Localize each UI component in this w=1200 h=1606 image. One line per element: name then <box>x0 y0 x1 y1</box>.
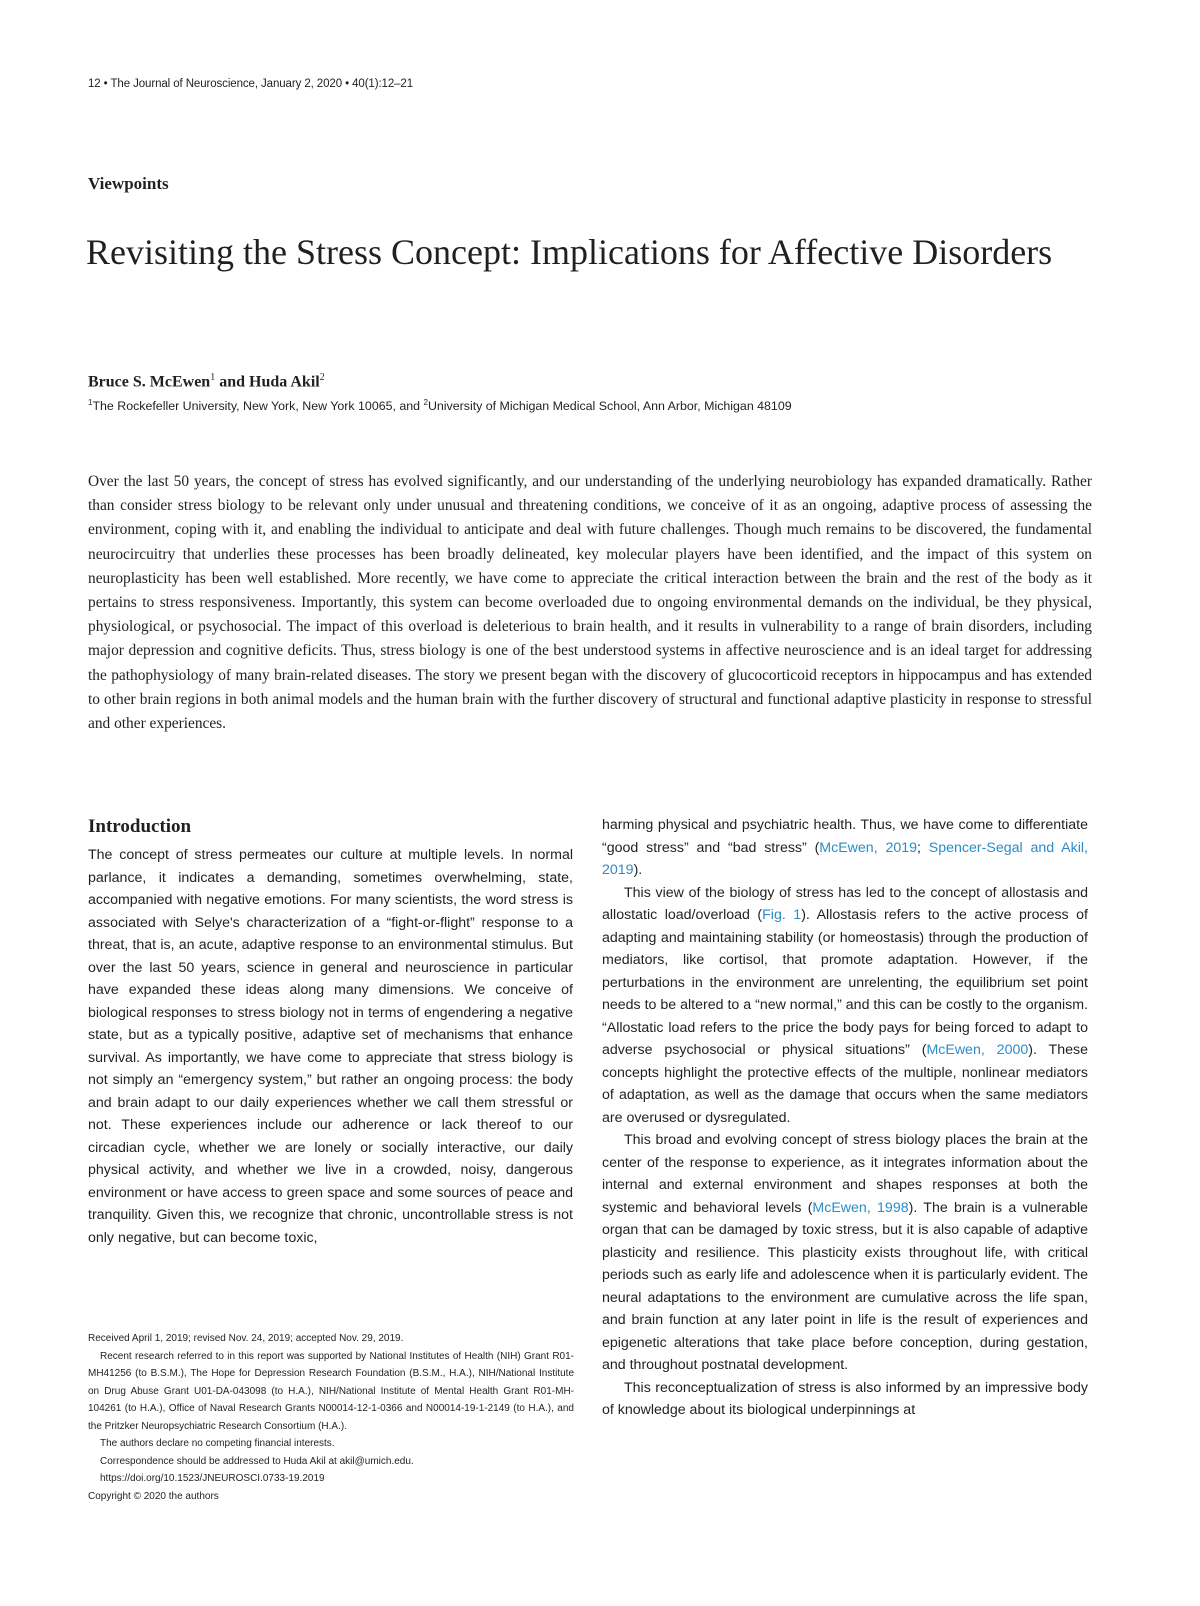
right-column <box>602 814 1088 1422</box>
article-title: Revisiting the Stress Concept: Implications for Affective Disorders <box>86 232 1053 272</box>
citation-link[interactable]: McEwen, 2019 <box>819 839 918 856</box>
funding-note: Recent research referred to in this report was supported by National Institutes of Health (NIH) Grant R01-MH41256 (to B.S.M.), The Hope for Depression Research Foundation (B.S.M., H.A.), NIH/National Institute on Drug Abuse Grant U01-DA-043098 (to H.A.), NIH/National Institute of Mental Health Grant R01-MH-104261 (to H.A.), Office of Naval Research Grants N00014-12-1-0366 and N00014-19-1-2149 (to H.A.), and the Pritzker Neuropsychiatric Research Consortium (H.A.). <box>88 1350 574 1432</box>
affiliations <box>88 398 1108 413</box>
left-column <box>88 812 573 1249</box>
citation-link[interactable]: McEwen, 1998 <box>812 1199 909 1216</box>
body-paragraph: This reconceptualization of stress is also informed by an impressive body of knowledge about its biological underpinnings at <box>602 1379 1088 1418</box>
author-affiliation-mark: 2 <box>319 372 325 383</box>
paragraph-text: ). These concepts highlight the protective effects of the multiple, nonlinear mediators of adaptation, as well as the damage that occurs when the same mediators are overused or dysregulated. <box>602 1042 1088 1126</box>
body-paragraph: The concept of stress permeates our culture at multiple levels. In normal parlance, it indicates a demanding, sometimes overwhelming, state, accompanied with negative emotions. For many scientists, the word stress is associated with Selye's characterization of a “fight-or-flight” response to a threat, that is, an acute, adaptive response to an environmental stimulus. But over the last 50 years, science in general and neuroscience in particular have expanded these ideas along many dimensions. We conceive of biological responses to stress biology not in terms of engendering a negative state, but as a typically positive, adaptive set of mechanisms that enhance survival. As importantly, we have come to appreciate that stress biology is not simply an “emergency system,” but rather an ongoing process: the body and brain adapt to our daily experiences whether we call them stressful or not. These experiences include our adherence or lack thereof to our circadian cycle, whether we are lonely or socially interactive, our daily physical activity, and whether we live in a crowded, noisy, dangerous environment or have access to green space and some sources of peace and tranquility. Given this, we recognize that chronic, uncontrollable stress is not only negative, but can become toxic, <box>88 847 573 1246</box>
paragraph-text: This broad and evolving concept of stress biology places the brain at the center of the response to experience, as it integrates information about the internal and external environment and shapes responses at both the systemic and behavioral levels ( <box>602 1132 1088 1216</box>
affiliation-mark: 2 <box>423 398 428 407</box>
author-name: Huda Akil <box>249 373 320 391</box>
paragraph-text: ). Allostasis refers to the active process of adapting and maintaining stability (or homeostasis) through the production of mediators, like cortisol, that promote adaptation. However, if the perturbations in the environment are unrelenting, the equilibrium set point needs to be altered to a “new normal,” and this can be costly to the organism. “Allostatic load refers to the price the body pays for being forced to adapt to adverse psychosocial or physical situations” ( <box>602 907 1088 1058</box>
competing-interests-note: The authors declare no competing financial interests. <box>100 1438 335 1449</box>
author-list <box>88 372 325 391</box>
paragraph-text: This view of the biology of stress has led to the concept of allostasis and allostatic load/overload ( <box>602 884 1088 923</box>
affiliation-text: The Rockefeller University, New York, New York 10065, and <box>92 399 424 414</box>
paragraph-text: ). <box>633 862 643 878</box>
section-label: Viewpoints <box>88 174 169 193</box>
affiliation-mark: 1 <box>88 398 93 407</box>
author-affiliation-mark: 1 <box>210 372 216 383</box>
paragraph-text: ; <box>917 839 929 856</box>
section-heading: Introduction <box>88 816 192 837</box>
figure-link[interactable]: Fig. 1 <box>762 907 802 923</box>
footnotes <box>88 1330 574 1505</box>
author-conjunction: and <box>215 373 249 391</box>
paragraph-text: ). The brain is a vulnerable organ that can be damaged by toxic stress, but it is also capable of adaptive plasticity and resilience. This plasticity exists throughout life, with critical periods such as early life and adolescence when it is particularly evident. The neural adaptations to the environment are cumulative across the life span, and brain function at any later point in life is the result of experiences and epigenetic alterations that take place before conception, during gestation, and throughout postnatal development. <box>602 1199 1088 1373</box>
running-head: 12 • The Journal of Neuroscience, January 2, 2020 • 40(1):12–21 <box>88 78 414 90</box>
received-dates: Received April 1, 2019; revised Nov. 24, 2019; accepted Nov. 29, 2019. <box>88 1333 404 1344</box>
doi-link[interactable]: https://doi.org/10.1523/JNEUROSCI.0733-19.2019 <box>100 1473 325 1484</box>
citation-link[interactable]: Spencer-Segal and Akil, 2019 <box>602 839 1088 878</box>
citation-link[interactable]: McEwen, 2000 <box>926 1042 1029 1058</box>
paragraph-text: harming physical and psychiatric health. Thus, we have come to differentiate “good stress” and “bad stress” ( <box>602 817 1088 856</box>
copyright-note: Copyright © 2020 the authors <box>88 1490 219 1502</box>
body-paragraph <box>602 882 1088 1130</box>
body-paragraph <box>602 1129 1088 1377</box>
abstract: Over the last 50 years, the concept of stress has evolved significantly, and our understanding of the underlying neurobiology has expanded dramatically. Rather than consider stress biology to be relevant only under unusual and threatening conditions, we conceive of it as an ongoing, adaptive process of assessing the environment, coping with it, and enabling the individual to anticipate and deal with future challenges. Though much remains to be discovered, the fundamental neurocircuitry that underlies these processes has been broadly delineated, key molecular players have been identified, and the impact of this system on neuroplasticity has been well established. More recently, we have come to appreciate the critical interaction between the brain and the rest of the body as it pertains to stress responsiveness. Importantly, this system can become overloaded due to ongoing environmental demands on the individual, be they physical, physiological, or psychosocial. The impact of this overload is deleterious to brain health, and it results in vulnerability to a range of brain disorders, including major depression and cognitive deficits. Thus, stress biology is one of the best understood systems in affective neuroscience and is an ideal target for addressing the pathophysiology of many brain-related diseases. The story we present began with the discovery of glucocorticoid receptors in hippocampus and has extended to other brain regions in both animal models and the human brain with the further discovery of structural and functional adaptive plasticity in response to stressful and other experiences. <box>88 473 1092 733</box>
affiliation-text: University of Michigan Medical School, Ann Arbor, Michigan 48109 <box>427 399 792 414</box>
body-paragraph <box>602 814 1088 882</box>
correspondence-note: Correspondence should be addressed to Huda Akil at akil@umich.edu. <box>100 1455 414 1467</box>
author-name: Bruce S. McEwen <box>88 373 211 391</box>
